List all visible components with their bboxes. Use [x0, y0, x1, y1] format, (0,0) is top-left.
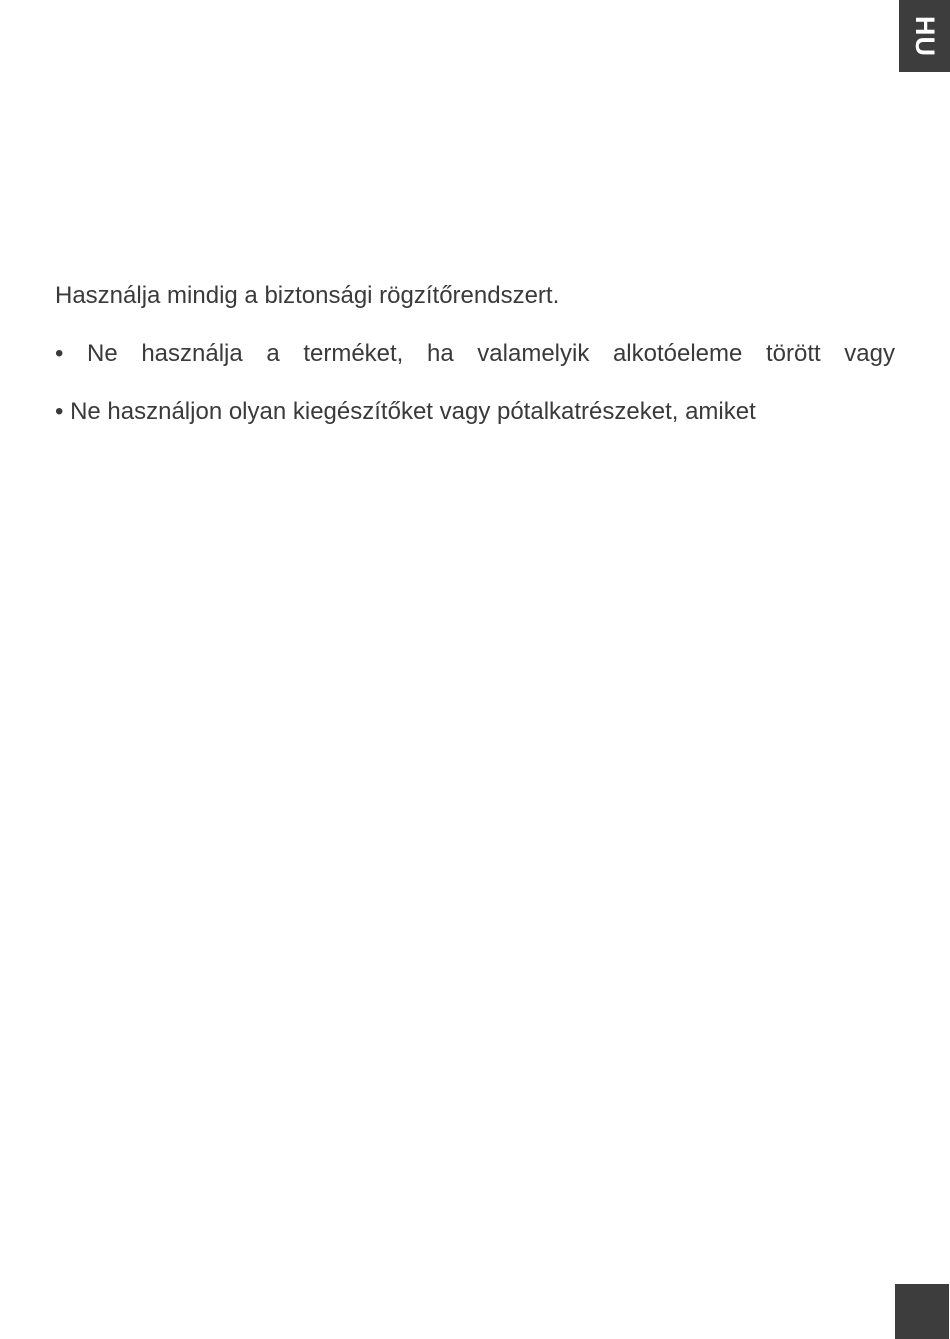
instruction-line-1: Használja mindig a biztonsági rögzítőrendszert.	[55, 282, 560, 309]
instruction-bullet-1: • Ne használja a terméket, ha valamelyik alkotóeleme törött vagy	[55, 340, 895, 367]
language-tab	[899, 0, 950, 72]
language-tab-label: HU	[910, 15, 940, 57]
instruction-bullet-2: • Ne használjon olyan kiegészítőket vagy pótalkatrészeket, amiket	[55, 398, 756, 425]
safety-instructions	[55, 279, 895, 429]
page-corner-marker	[895, 1284, 949, 1339]
